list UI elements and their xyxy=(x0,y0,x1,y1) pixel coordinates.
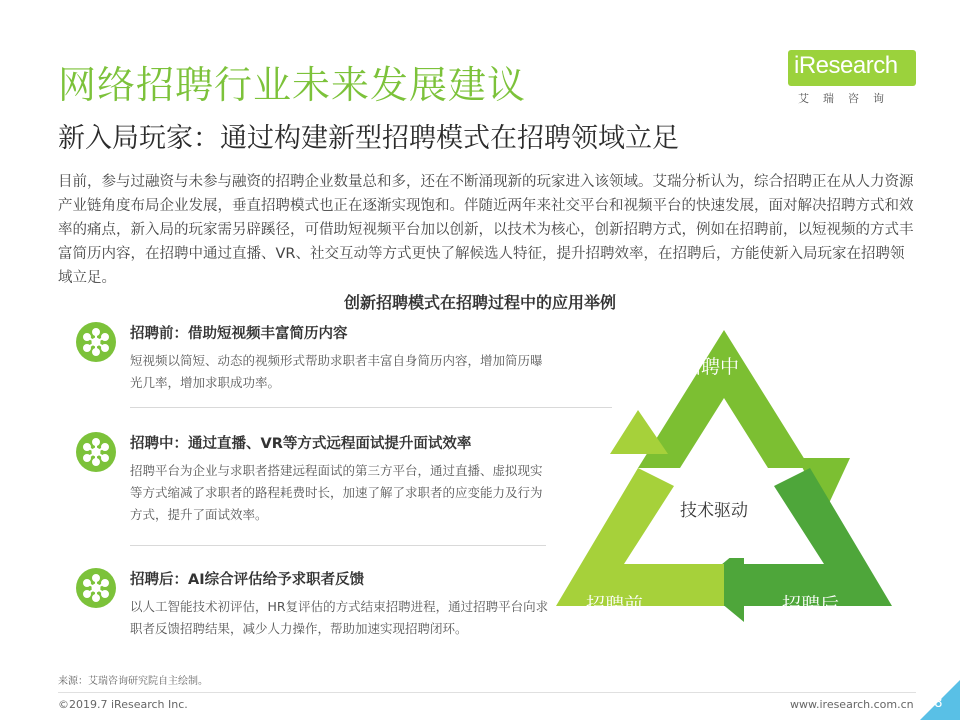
network-nodes-icon xyxy=(76,568,116,608)
source-note: 来源：艾瑞咨询研究院自主绘制。 xyxy=(58,676,208,687)
item-description: 以人工智能技术初评估，HR复评估的方式结束招聘进程，通过招聘平台向求职者反馈招聘结果，减少人力操作，帮助加速实现招聘闭环。 xyxy=(130,599,549,636)
page-title: 网络招聘行业未来发展建议 xyxy=(58,63,527,107)
network-nodes-icon xyxy=(76,432,116,472)
segment-label-after: 招聘后 xyxy=(782,594,840,616)
website: www.iresearch.com.cn xyxy=(790,698,914,711)
page-number: 58 xyxy=(926,696,943,711)
segment-label-during: 招聘中 xyxy=(682,356,740,378)
list-item-before-hiring xyxy=(76,322,556,402)
footer-divider xyxy=(58,692,916,693)
network-nodes-icon xyxy=(76,322,116,362)
divider xyxy=(130,545,546,546)
item-title: 招聘中：通过直播、VR等方式远程面试提升面试效率 xyxy=(130,436,472,452)
divider xyxy=(130,407,612,408)
item-title: 招聘后：AI综合评估给予求职者反馈 xyxy=(130,572,365,588)
center-label: 技术驱动 xyxy=(680,501,748,521)
list-item-after-hiring xyxy=(76,568,556,658)
intro-paragraph: 目前，参与过融资与未参与融资的招聘企业数量总和多，还在不断涌现新的玩家进入该领域。艾瑞分析认为，综合招聘正在从人力资源产业链角度布局企业发展，垂直招聘模式也正在逐渐实现饱和。伴随近两年来社交平台和视频平台的快速发展，面对解决招聘方式和效率的痛点，新入局的玩家需另辟蹊径，可借助短视频平台加以创新，以技术为核心，创新招聘方式，例如在招聘前，以短视频的方式丰富简历内容，在招聘中通过直播、VR、社交互动等方式更快了解候选人特征，提升招聘效率，在招聘后，方能使新入局玩家在招聘领域立足。 xyxy=(58,174,914,286)
copyright: ©2019.7 iResearch Inc. xyxy=(58,698,188,711)
segment-left-arrow xyxy=(610,410,668,454)
item-title: 招聘前：借助短视频丰富简历内容 xyxy=(130,326,348,342)
logo-brand-text: iResearch xyxy=(794,52,898,79)
section-title: 创新招聘模式在招聘过程中的应用举例 xyxy=(343,293,616,312)
item-description: 招聘平台为企业与求职者搭建远程面试的第三方平台，通过直播、虚拟现实等方式缩减了求职者的路程耗费时长，加速了解了求职者的应变能力及行为方式，提升了面试效率。 xyxy=(130,463,543,522)
page-subtitle: 新入局玩家：通过构建新型招聘模式在招聘领域立足 xyxy=(58,123,679,154)
segment-label-before: 招聘前 xyxy=(586,594,644,616)
logo-sub-text: 艾瑞咨询 xyxy=(798,92,898,105)
item-description: 短视频以简短、动态的视频形式帮助求职者丰富自身简历内容，增加简历曝光几率，增加求职成功率。 xyxy=(130,353,543,390)
iresearch-logo xyxy=(788,50,916,108)
list-item-during-hiring xyxy=(76,432,556,532)
cycle-diagram xyxy=(548,318,900,630)
